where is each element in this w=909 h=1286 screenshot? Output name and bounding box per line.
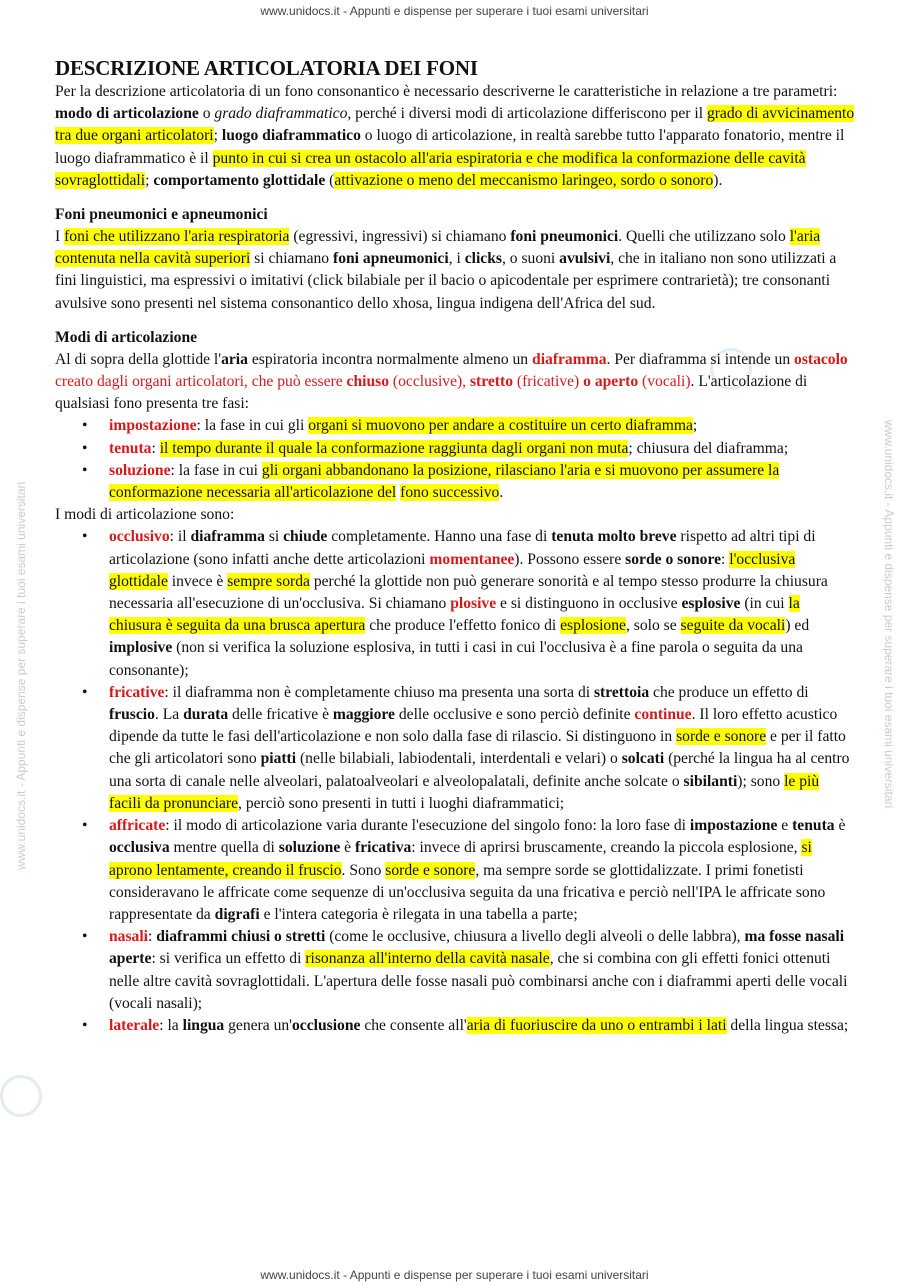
- text-run: , che si combina con gli effetti fonici ottenuti nelle altre cavità sovraglottidali. L'apertura delle fosse nasali può combinarsi anche con i diaframmi aperti delle vocali (vocali nasali);: [109, 950, 848, 1012]
- text-run: chiude: [283, 528, 328, 546]
- modi-intro-paragraph: [55, 349, 855, 416]
- text-run: aria di fuoriuscire da uno o entrambi i lati: [466, 1016, 727, 1034]
- text-run: si chiamano: [250, 250, 333, 268]
- text-run: gli organi abbandonano la posizione, rilasciano l'aria e si muovono per assumere la conformazione necessaria all'articolazione del: [109, 461, 780, 502]
- text-run: comportamento glottidale: [153, 171, 326, 189]
- text-run: risonanza all'interno della cavità nasale: [305, 950, 550, 968]
- text-run: diaframmi chiusi o stretti: [156, 928, 326, 946]
- text-run: fricative: [109, 683, 165, 701]
- list-item: [55, 682, 855, 815]
- text-run: ; chiusura del diaframma;: [628, 439, 789, 457]
- text-run: l'occlusiva glottidale: [109, 550, 796, 590]
- text-run: fruscio: [109, 706, 155, 724]
- list-item: [55, 438, 855, 460]
- text-run: ); sono: [737, 772, 785, 790]
- text-run: , perciò sono presenti in tutti i luoghi diaframmatici;: [238, 794, 565, 812]
- text-run: . Sono: [341, 861, 386, 879]
- text-run: Al di sopra della glottide l': [55, 350, 222, 368]
- text-run: (non si verifica la soluzione esplosiva, in tutti i casi in cui l'occlusiva è a fine parola o seguita da una consonante);: [109, 639, 803, 679]
- text-run: l'aria contenuta nella cavità superiori: [55, 228, 821, 268]
- text-run: grado diaframmatico: [214, 105, 348, 123]
- text-run: , solo se: [625, 617, 681, 635]
- text-run: foni che utilizzano l'aria respiratoria: [64, 228, 290, 246]
- text-run: , ma sempre sorde se glottidalizzate. I primi fonetisti consideravano le affricate come sequenze di un'occlusiva seguita da una fricativa e perciò nell'IPA le affricate sono rappresentate da: [109, 861, 826, 923]
- document-page: [55, 56, 855, 1037]
- side-watermark-right: www.unidocs.it - Appunti e dispense per superare i tuoi esami universitari: [882, 420, 896, 809]
- text-run: organi si muovono per andare a costituire un certo diaframma: [308, 417, 693, 435]
- text-run: espiratoria incontra normalmente almeno un: [247, 350, 533, 368]
- text-run: della lingua stessa;: [726, 1016, 849, 1034]
- text-run: :: [721, 550, 730, 568]
- footer-banner: www.unidocs.it - Appunti e dispense per superare i tuoi esami universitari: [260, 1268, 649, 1282]
- text-run: . La: [154, 706, 184, 724]
- text-run: stretto: [469, 373, 513, 391]
- text-run: luogo diaframmatico: [221, 127, 361, 145]
- text-run: che produce un effetto di: [649, 683, 809, 701]
- list-item: [55, 526, 855, 681]
- list-item: [55, 926, 855, 1015]
- text-run: impostazione: [689, 817, 778, 835]
- text-run: : il: [169, 528, 191, 546]
- text-run: completamente. Hanno una fase di: [327, 528, 552, 546]
- text-run: (perché la lingua ha al centro una sorta di canale nelle alveolari, palatoalveolari e alveolopalatali, definite anche solcate o: [109, 750, 850, 790]
- text-run: : si verifica un effetto di: [151, 950, 306, 968]
- text-run: si: [264, 528, 284, 546]
- text-run: (in cui: [740, 595, 789, 613]
- text-run: :: [151, 439, 160, 457]
- text-run: (occlusive),: [389, 373, 470, 391]
- text-run: attivazione o meno del meccanismo laringeo, sordo o sonoro: [334, 171, 714, 189]
- text-run: diaframma: [190, 528, 265, 546]
- intro-paragraph: [55, 81, 855, 192]
- text-run: e si distinguono in occlusive: [496, 595, 682, 613]
- text-run: ma fosse nasali aperte: [109, 928, 845, 968]
- text-run: (nelle bilabiali, labiodentali, interdentali e velari) o: [296, 750, 622, 768]
- text-run: occlusione: [291, 1016, 361, 1034]
- text-run: : la fase in cui gli: [196, 417, 309, 435]
- text-run: sorde e sonore: [385, 861, 476, 879]
- document-title: DESCRIZIONE ARTICOLATORIA DEI FONI: [55, 56, 478, 80]
- text-run: solcati: [621, 750, 665, 768]
- modes-intro: I modi di articolazione sono:: [55, 506, 235, 524]
- text-run: strettoia: [593, 683, 650, 701]
- text-run: sorde o sonore: [625, 550, 722, 568]
- text-run: , i: [448, 250, 465, 268]
- watermark-logo-icon: [0, 1075, 42, 1117]
- text-run: avulsivi: [559, 250, 611, 268]
- text-run: o aperto: [583, 373, 639, 391]
- text-run: modo di articolazione: [55, 105, 199, 123]
- text-run: ;: [213, 127, 222, 145]
- text-run: laterale: [109, 1016, 160, 1034]
- text-run: . L'articolazione di qualsiasi fono presenta tre fasi:: [55, 373, 808, 413]
- text-run: tenuta: [792, 817, 835, 835]
- text-run: soluzione: [278, 839, 341, 857]
- text-run: grado di avvicinamento tra due organi articolatori: [55, 105, 855, 145]
- text-run: piatti: [260, 750, 297, 768]
- text-run: mentre quella di: [169, 839, 279, 857]
- text-run: : la: [159, 1016, 183, 1034]
- text-run: che produce l'effetto fonico di: [365, 617, 561, 635]
- text-run: il tempo durante il quale la conformazione raggiunta dagli organi non muta: [159, 439, 629, 457]
- text-run: : la fase in cui: [170, 461, 262, 479]
- text-run: creato dagli organi articolatori, che può essere: [55, 373, 347, 391]
- text-run: .: [499, 484, 504, 502]
- text-run: (fricative): [513, 373, 584, 391]
- modes-list: [55, 526, 855, 1037]
- text-run: è: [834, 817, 846, 835]
- text-run: che consente all': [360, 1016, 467, 1034]
- text-run: è: [340, 839, 355, 857]
- side-watermark-left: www.unidocs.it - Appunti e dispense per superare i tuoi esami universitari: [14, 481, 28, 870]
- text-run: I: [55, 228, 65, 246]
- text-run: impostazione: [109, 417, 197, 435]
- list-item: [55, 815, 855, 926]
- text-run: ).: [713, 171, 723, 189]
- text-run: chiuso: [346, 373, 390, 391]
- text-run: implosive: [109, 639, 173, 657]
- text-run: esplosive: [681, 595, 741, 613]
- text-run: , che in italiano non sono utilizzati a fini linguistici, ma espressivi o imitativi (click bilabiale per il bacio o apicodentale per esprimere contrarietà); tre consonanti avulsive sono presenti nel sistema consonantico dello xhosa, lingua indigena dell'Africa del sud.: [55, 250, 837, 312]
- text-run: occlusivo: [109, 528, 170, 546]
- phases-list: [55, 415, 855, 504]
- text-run: punto in cui si crea un ostacolo all'aria espiratoria e che modifica la conformazione delle cavità sovraglottidali: [55, 149, 806, 189]
- text-run: : invece di aprirsi bruscamente, creando la piccola esplosione,: [411, 839, 802, 857]
- text-run: lingua: [182, 1016, 225, 1034]
- text-run: digrafi: [214, 905, 260, 923]
- text-run: Per la descrizione articolatoria di un fono consonantico è necessario descriverne le caratteristiche in relazione a tre parametri:: [55, 83, 838, 100]
- text-run: durata: [183, 706, 229, 724]
- text-run: . Quelli che utilizzano solo: [618, 228, 790, 246]
- text-run: e l'intera categoria è rilegata in una tabella a parte;: [259, 905, 578, 923]
- text-run: rispetto ad altri tipi di articolazione (sono infatti anche dette articolazioni: [109, 528, 816, 568]
- section-title-modi: Modi di articolazione: [55, 328, 198, 346]
- text-run: soluzione: [109, 461, 171, 479]
- text-run: foni pneumonici: [510, 228, 619, 246]
- text-run: tenuta molto breve: [551, 528, 677, 546]
- text-run: (come le occlusive, chiusura a livello degli alveoli o delle labbra),: [325, 928, 745, 946]
- text-run: sempre sorda: [227, 572, 310, 590]
- text-run: : il modo di articolazione varia durante l'esecuzione del singolo fono: la loro fase di: [165, 817, 690, 835]
- text-run: ;: [145, 171, 154, 189]
- text-run: ). Possono essere: [514, 550, 626, 568]
- text-run: sorde e sonore: [676, 728, 767, 746]
- section-title-pneumonici: Foni pneumonici e apneumonici: [55, 206, 268, 224]
- text-run: ostacolo: [794, 350, 848, 368]
- text-run: sibilanti: [683, 772, 738, 790]
- text-run: genera un': [224, 1016, 292, 1034]
- list-item: [55, 415, 855, 437]
- text-run: o luogo di articolazione, in realtà sarebbe tutto l'apparato fonatorio, mentre il luogo diaframmatico è il: [55, 127, 845, 167]
- text-run: . Il loro effetto acustico dipende da tutte le fasi dell'articolazione e non solo dalla fase di rilascio. Si distinguono in: [109, 706, 838, 746]
- text-run: :: [148, 928, 157, 946]
- text-run: delle fricative è: [228, 706, 333, 724]
- text-run: diaframma: [532, 350, 607, 368]
- list-item: [55, 460, 855, 504]
- text-run: le più facili da pronunciare: [109, 772, 820, 812]
- text-run: perché la glottide non può generare sonorità e al tempo stesso produrre la chiusura necessaria all'esecuzione di un'occlusiva. Si chiamano: [109, 572, 828, 613]
- text-run: invece è: [167, 572, 228, 590]
- text-run: ;: [692, 417, 698, 435]
- text-run: momentanee: [429, 550, 515, 568]
- text-run: occlusiva: [109, 839, 170, 857]
- text-run: : il diaframma non è completamente chiuso ma presenta una sorta di: [164, 683, 594, 701]
- text-run: esplosione: [560, 617, 626, 635]
- pneumonici-paragraph: [55, 226, 855, 315]
- text-run: clicks: [464, 250, 502, 268]
- text-run: e: [777, 817, 793, 835]
- text-run: foni apneumonici: [333, 250, 449, 268]
- text-run: o: [198, 105, 215, 123]
- text-run: nasali: [109, 928, 148, 946]
- text-run: , perché i diversi modi di articolazione differiscono per il: [347, 105, 707, 123]
- text-run: (vocali): [638, 373, 691, 391]
- text-run: seguite da vocali: [680, 617, 786, 635]
- text-run: affricate: [109, 817, 166, 835]
- text-run: , o suoni: [501, 250, 560, 268]
- text-run: e per il fatto che gli articolatori sono: [109, 728, 846, 768]
- text-run: (: [325, 171, 335, 189]
- header-banner: www.unidocs.it - Appunti e dispense per superare i tuoi esami universitari: [260, 4, 649, 18]
- text-run: (egressivi, ingressivi) si chiamano: [289, 228, 511, 246]
- text-run: fricativa: [355, 839, 412, 857]
- text-run: ) ed: [785, 617, 810, 635]
- text-run: fono successivo: [400, 484, 500, 502]
- text-run: maggiore: [332, 706, 395, 724]
- text-run: aria: [221, 350, 248, 368]
- text-run: la chiusura è seguita da una brusca apertura: [109, 595, 800, 635]
- text-run: continue: [634, 706, 692, 724]
- text-run: si aprono lentamente, creando il fruscio: [109, 839, 812, 879]
- text-run: tenuta: [109, 439, 152, 457]
- list-item: [55, 1015, 855, 1037]
- text-run: plosive: [450, 595, 497, 613]
- text-run: delle occlusive e sono perciò definite: [394, 706, 635, 724]
- text-run: . Per diaframma si intende un: [606, 350, 795, 368]
